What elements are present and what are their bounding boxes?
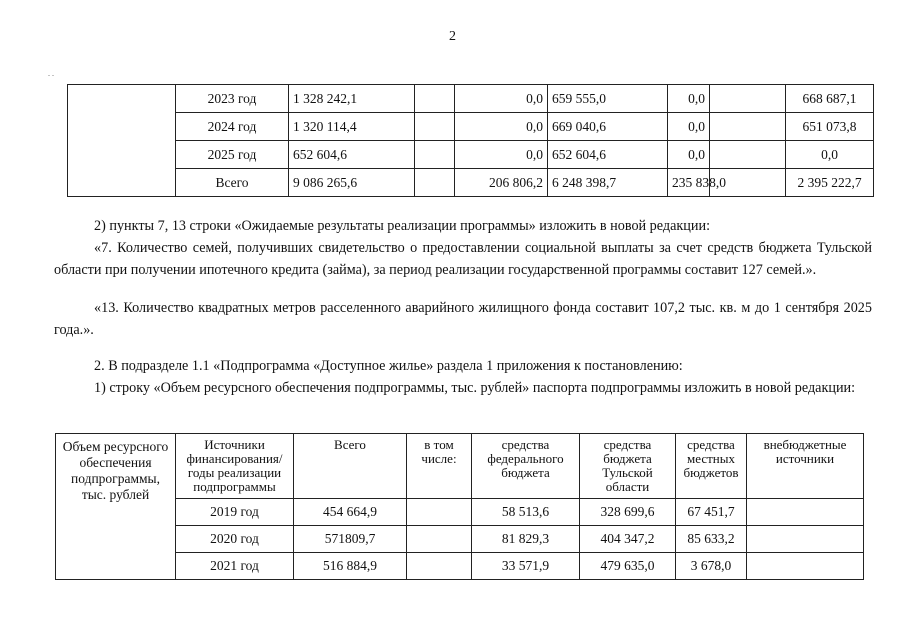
table-row: [56, 553, 864, 580]
extra-cell: [710, 113, 786, 141]
table-row: [68, 141, 874, 169]
header-total: Всего: [294, 434, 407, 499]
extra-cell: [747, 526, 864, 553]
other-cell: 0,0: [786, 141, 874, 169]
header-extra: внебюджетные источники: [747, 434, 864, 499]
local-cell: 85 633,2: [676, 526, 747, 553]
table-row: [56, 499, 864, 526]
year-cell: 2020 год: [176, 526, 294, 553]
paragraph-point-7: «7. Количество семей, получивших свидетельство о предоставлении социальной выплаты за счет средств бюджета Тульской области при получении ипотечного кредита (займа), за период реализации государственной программы составит 127 семей.».: [54, 240, 872, 278]
year-cell: 2023 год: [176, 85, 289, 113]
year-cell: 2019 год: [176, 499, 294, 526]
local-cell: 235 838,0: [668, 169, 710, 197]
extra-cell: [747, 499, 864, 526]
resource-label-cell: Объем ресурсного обеспечения подпрограммы, тыс. рублей: [56, 434, 176, 580]
local-cell: 0,0: [668, 85, 710, 113]
local-cell: 0,0: [668, 113, 710, 141]
incl-cell: [415, 141, 455, 169]
other-cell: 2 395 222,7: [786, 169, 874, 197]
table-row-total: [68, 169, 874, 197]
scan-speck: . .: [48, 69, 54, 78]
federal-cell: 0,0: [455, 113, 548, 141]
merged-label-cell: [68, 85, 176, 197]
year-cell: Всего: [176, 169, 289, 197]
extra-cell: [747, 553, 864, 580]
regional-cell: 6 248 398,7: [548, 169, 668, 197]
header-local: средства местных бюджетов: [676, 434, 747, 499]
federal-cell: 58 513,6: [472, 499, 580, 526]
local-cell: 3 678,0: [676, 553, 747, 580]
regional-cell: 652 604,6: [548, 141, 668, 169]
total-cell: 516 884,9: [294, 553, 407, 580]
regional-cell: 669 040,6: [548, 113, 668, 141]
federal-cell: 33 571,9: [472, 553, 580, 580]
total-cell: 9 086 265,6: [289, 169, 415, 197]
year-cell: 2025 год: [176, 141, 289, 169]
other-cell: 668 687,1: [786, 85, 874, 113]
local-cell: 67 451,7: [676, 499, 747, 526]
year-cell: 2024 год: [176, 113, 289, 141]
other-cell: 651 073,8: [786, 113, 874, 141]
header-regional: средства бюджета Тульской области: [580, 434, 676, 499]
table-row: [68, 113, 874, 141]
federal-cell: 0,0: [455, 141, 548, 169]
federal-cell: 81 829,3: [472, 526, 580, 553]
extra-cell: [710, 85, 786, 113]
regional-cell: 328 699,6: [580, 499, 676, 526]
paragraph-item-2: 2) пункты 7, 13 строки «Ожидаемые результаты реализации программы» изложить в новой редакции:: [94, 218, 711, 234]
table-row: [68, 85, 874, 113]
year-cell: 2021 год: [176, 553, 294, 580]
total-cell: 652 604,6: [289, 141, 415, 169]
subprogram-funding-table: [55, 433, 864, 580]
page-number: 2: [449, 29, 456, 44]
incl-cell: [407, 526, 472, 553]
header-incl: в том числе:: [407, 434, 472, 499]
local-cell: 0,0: [668, 141, 710, 169]
funding-table-continued: [67, 84, 874, 197]
federal-cell: 206 806,2: [455, 169, 548, 197]
paragraph-subitem-1: 1) строку «Объем ресурсного обеспечения подпрограммы, тыс. рублей» паспорта подпрограммы изложить в новой редакции:: [94, 380, 856, 396]
regional-cell: 404 347,2: [580, 526, 676, 553]
incl-cell: [415, 85, 455, 113]
total-cell: 1 328 242,1: [289, 85, 415, 113]
table-header-row: [56, 434, 864, 499]
header-sources: Источники финансирования/ годы реализации подпрограммы: [176, 434, 294, 499]
header-federal: средства федерального бюджета: [472, 434, 580, 499]
incl-cell: [415, 169, 455, 197]
federal-cell: 0,0: [455, 85, 548, 113]
regional-cell: 479 635,0: [580, 553, 676, 580]
paragraph-point-13: «13. Количество квадратных метров расселенного аварийного жилищного фонда составит 107,2 тыс. кв. м до 1 сентября 2025 года.».: [54, 300, 872, 338]
total-cell: 571809,7: [294, 526, 407, 553]
incl-cell: [415, 113, 455, 141]
table-row: [56, 526, 864, 553]
extra-cell: [710, 141, 786, 169]
total-cell: 454 664,9: [294, 499, 407, 526]
incl-cell: [407, 499, 472, 526]
paragraph-section-2: 2. В подразделе 1.1 «Подпрограмма «Доступное жилье» раздела 1 приложения к постановлению:: [94, 358, 683, 374]
incl-cell: [407, 553, 472, 580]
regional-cell: 659 555,0: [548, 85, 668, 113]
total-cell: 1 320 114,4: [289, 113, 415, 141]
